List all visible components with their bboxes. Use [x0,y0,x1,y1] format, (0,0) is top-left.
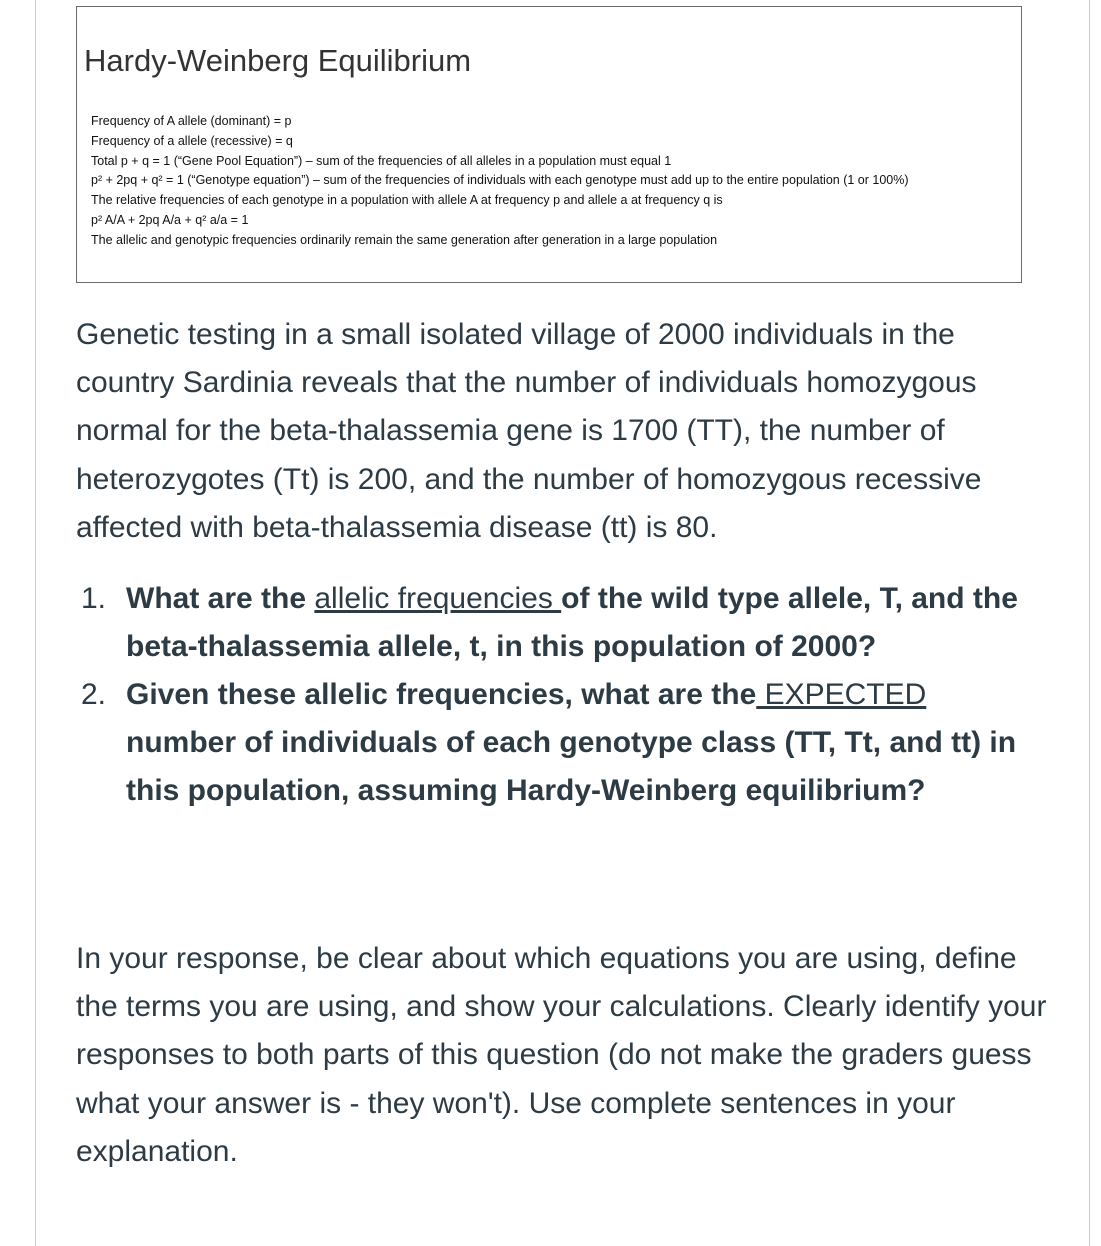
question-item [76,671,1036,815]
response-instructions: In your response, be clear about which equations you are using, define the terms you are using, and show your calculations. Clearly identify your responses to both parts of this question (do not make the graders guess what your answer is - they won't). Use complete sentences in your explanation. [76,942,1047,1168]
page-border-right [1089,0,1090,1246]
equation-line: p² + 2pq + q² = 1 (“Genotype equation”) – sum of the frequencies of individuals with each genotype must add up to the entire population (1 or 100%) [91,173,909,188]
page-border-left [35,0,36,1246]
equation-line: The allelic and genotypic frequencies ordinarily remain the same generation after generation in a large population [91,232,718,247]
hardy-weinberg-reference-box [76,6,1022,283]
equation-line: Frequency of A allele (dominant) = p [91,114,292,128]
equation-line: Total p + q = 1 (“Gene Pool Equation”) – sum of the frequencies of all alleles in a population must equal 1 [91,153,672,168]
question-item [76,575,1036,671]
question-text-end: number of individuals of each genotype class (TT, Tt, and tt) in this population, assuming Hardy-Weinberg equilibrium? [126,726,1017,807]
equation-list [91,112,909,251]
question-underlined-term: allelic frequencies [314,582,562,615]
problem-intro: Genetic testing in a small isolated village of 2000 individuals in the country Sardinia reveals that the number of individuals homozygous normal for the beta-thalassemia gene is 1700 (TT), the number of heterozygotes (Tt) is 200, and the number of homozygous recessive affected with beta-thalassemia disease (tt) is 80. [76,318,982,544]
question-text-start: Given these allelic frequencies, what are the [126,678,757,711]
question-underlined-term: EXPECTED [756,678,927,711]
question-number: 1. [81,582,107,615]
question-number: 2. [81,678,107,711]
question-text-end: of the wild type allele, T, and the beta-thalassemia allele, t, in this population of 2000? [126,582,1018,663]
equation-line: Frequency of a allele (recessive) = q [91,133,293,148]
equation-line: p² A/A + 2pq A/a + q² a/a = 1 [91,212,249,227]
box-title: Hardy-Weinberg Equilibrium [84,43,472,78]
question-text-start: What are the [126,582,315,615]
question-list [76,575,1036,815]
equation-line: The relative frequencies of each genotype in a population with allele A at frequency p and allele a at frequency q is [91,193,723,208]
